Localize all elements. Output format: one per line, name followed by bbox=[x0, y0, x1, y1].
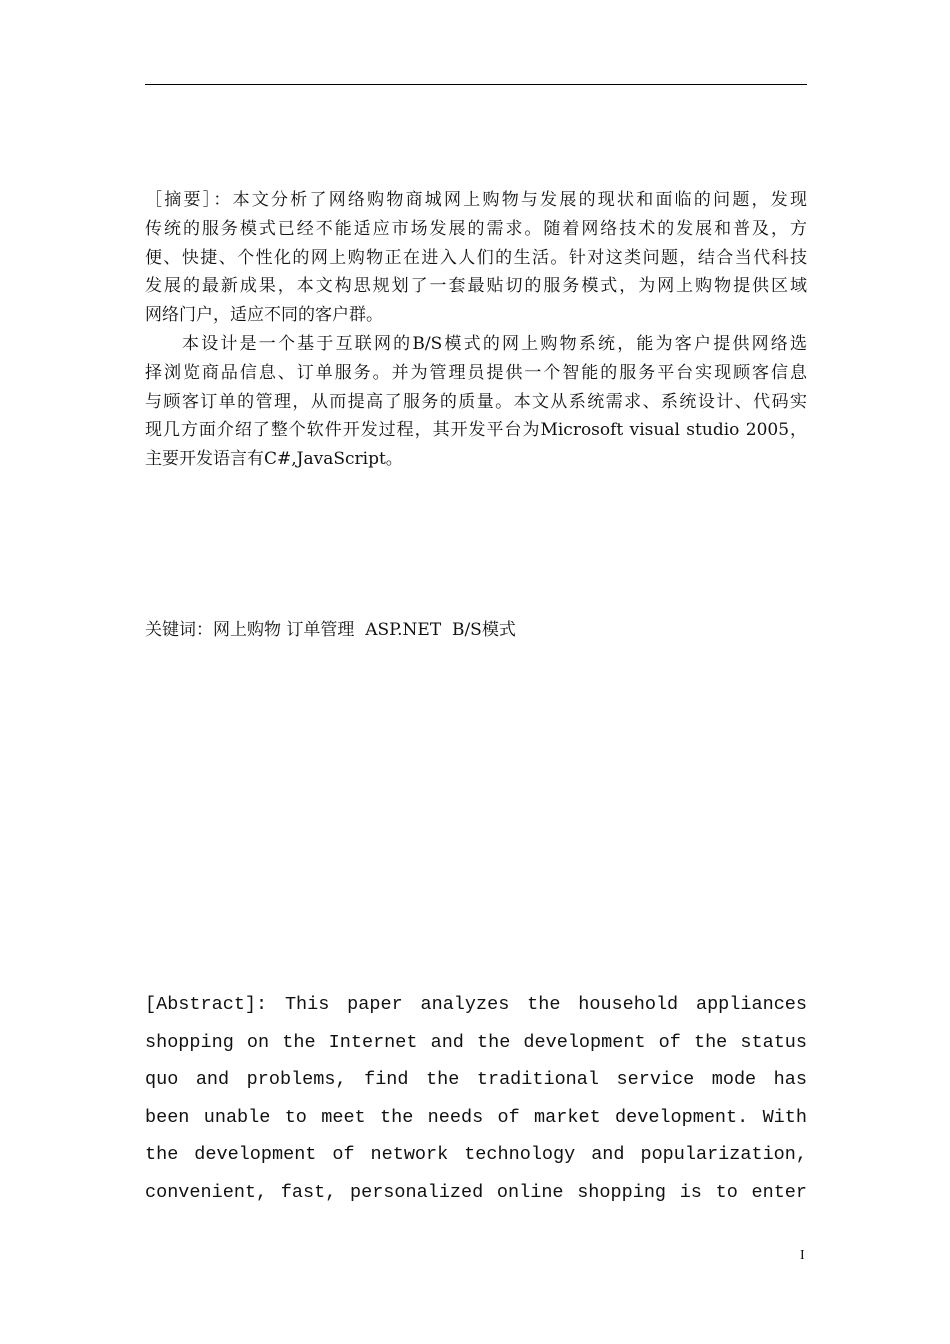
page-number: I bbox=[800, 1248, 805, 1263]
english-abstract-line: quo and problems, find the traditional service mode has bbox=[145, 1069, 807, 1090]
english-abstract bbox=[145, 986, 807, 1211]
chinese-abstract-line: 传统的服务模式已经不能适应市场发展的需求。随着网络技术的发展和普及，方 bbox=[145, 218, 807, 239]
chinese-abstract bbox=[145, 186, 807, 474]
header-rule bbox=[145, 84, 807, 85]
chinese-abstract-line: 便、快捷、个性化的网上购物正在进入人们的生活。针对这类问题，结合当代科技 bbox=[145, 247, 807, 268]
chinese-abstract-line: 发展的最新成果，本文构思规划了一套最贴切的服务模式，为网上购物提供区域 bbox=[145, 276, 807, 297]
chinese-abstract-line: 现几方面介绍了整个软件开发过程，其开发平台为Microsoft visual studio 2005， bbox=[145, 420, 807, 441]
chinese-abstract-line: 网络门户，适应不同的客户群。 bbox=[145, 305, 383, 326]
chinese-abstract-line: 主要开发语言有C#,JavaScript。 bbox=[145, 449, 403, 470]
english-abstract-line: convenient, fast, personalized online shopping is to enter bbox=[145, 1181, 807, 1203]
chinese-abstract-line: 本设计是一个基于互联网的B/S模式的网上购物系统，能为客户提供网络选 bbox=[182, 333, 807, 354]
english-abstract-line: the development of network technology and popularization, bbox=[145, 1144, 807, 1165]
english-abstract-line: [Abstract]: This paper analyzes the household appliances bbox=[145, 994, 807, 1015]
chinese-abstract-line: 与顾客订单的管理，从而提高了服务的质量。本文从系统需求、系统设计、代码实 bbox=[145, 391, 807, 412]
english-abstract-line: been unable to meet the needs of market development. With bbox=[145, 1106, 807, 1128]
english-abstract-line: shopping on the Internet and the development of the status bbox=[145, 1031, 807, 1053]
keywords-line: 关键词：网上购物 订单管理 ASP.NET B/S模式 bbox=[145, 620, 516, 640]
chinese-abstract-line: 择浏览商品信息、订单服务。并为管理员提供一个智能的服务平台实现顾客信息 bbox=[145, 362, 807, 383]
chinese-abstract-line: ［摘要］：本文分析了网络购物商城网上购物与发展的现状和面临的问题，发现 bbox=[145, 190, 807, 210]
